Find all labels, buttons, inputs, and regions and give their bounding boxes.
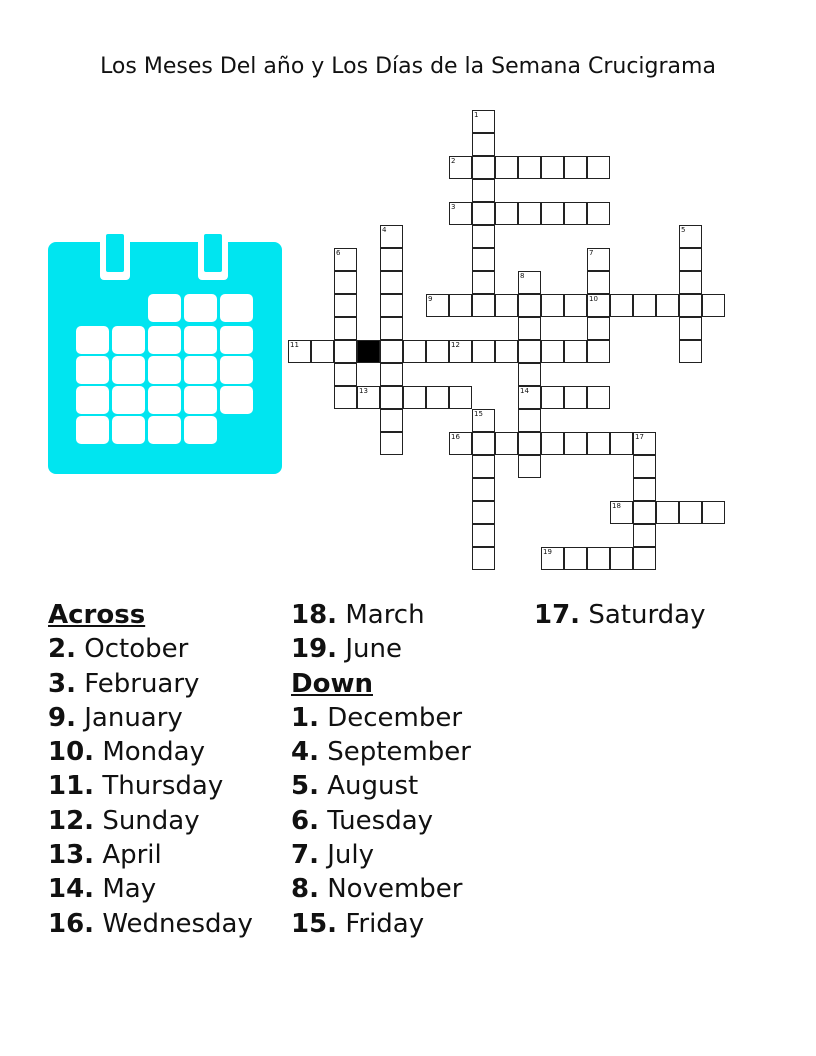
clue-number-label: 6	[336, 249, 341, 257]
crossword-cell[interactable]	[472, 179, 495, 202]
crossword-cell[interactable]	[334, 294, 357, 317]
clue-number-label: 10	[589, 295, 598, 303]
clue-number-label: 4	[382, 226, 387, 234]
crossword-cell[interactable]	[564, 386, 587, 409]
across-heading: Across	[48, 600, 146, 630]
clue-across-14: 14. May	[48, 874, 157, 905]
clue-down-1: 1. December	[291, 702, 463, 733]
clue-column-2	[291, 598, 471, 941]
crossword-cell[interactable]	[633, 524, 656, 547]
clue-column-3	[534, 598, 706, 632]
clue-number-label: 19	[543, 548, 552, 556]
clue-number-label: 17	[635, 433, 644, 441]
crossword-cell[interactable]	[334, 363, 357, 386]
clue-number-label: 3	[451, 203, 456, 211]
crossword-cell[interactable]	[587, 271, 610, 294]
crossword-cell[interactable]	[518, 202, 541, 225]
crossword-cell[interactable]	[449, 294, 472, 317]
crossword-cell[interactable]	[334, 271, 357, 294]
clue-down-17: 17. Saturday	[534, 600, 706, 630]
clue-down-7: 7. July	[291, 840, 374, 871]
crossword-cell[interactable]	[380, 340, 403, 363]
clue-number-label: 18	[612, 502, 621, 510]
crossword-cell[interactable]	[472, 156, 495, 179]
crossword-cell[interactable]	[518, 455, 541, 478]
crossword-cell[interactable]	[564, 432, 587, 455]
crossword-cell[interactable]	[472, 524, 495, 547]
clue-number-label: 11	[290, 341, 299, 349]
clue-number-label: 12	[451, 341, 460, 349]
crossword-cell[interactable]	[610, 547, 633, 570]
crossword-cell[interactable]	[518, 294, 541, 317]
crossword-cell[interactable]	[334, 340, 357, 363]
crossword-cell[interactable]	[564, 340, 587, 363]
crossword-cell[interactable]	[380, 363, 403, 386]
crossword-cell[interactable]	[587, 202, 610, 225]
crossword-cell[interactable]	[679, 340, 702, 363]
crossword-cell[interactable]	[541, 294, 564, 317]
crossword-cell[interactable]	[633, 478, 656, 501]
crossword-black-cell	[357, 340, 380, 363]
crossword-cell[interactable]	[495, 340, 518, 363]
crossword-cell[interactable]	[679, 501, 702, 524]
crossword-cell[interactable]	[564, 202, 587, 225]
crossword-cell[interactable]	[311, 340, 334, 363]
crossword-cell[interactable]	[380, 294, 403, 317]
crossword-cell[interactable]	[679, 317, 702, 340]
crossword-cell[interactable]	[472, 294, 495, 317]
clue-number-label: 8	[520, 272, 525, 280]
clue-across-9: 9. January	[48, 702, 183, 733]
crossword-cell[interactable]	[426, 340, 449, 363]
crossword-cell[interactable]	[633, 294, 656, 317]
crossword-cell[interactable]	[610, 294, 633, 317]
crossword-cell[interactable]	[426, 386, 449, 409]
crossword-cell[interactable]	[472, 547, 495, 570]
crossword-cell[interactable]	[472, 133, 495, 156]
clue-number-label: 15	[474, 410, 483, 418]
clue-across-11: 11. Thursday	[48, 771, 224, 802]
crossword-cell[interactable]	[679, 271, 702, 294]
crossword-cell[interactable]	[380, 271, 403, 294]
crossword-cell[interactable]	[380, 409, 403, 432]
clue-down-8: 8. November	[291, 874, 463, 905]
crossword-cell[interactable]	[633, 501, 656, 524]
crossword-cell[interactable]	[472, 478, 495, 501]
clue-across-19: 19. June	[291, 634, 402, 665]
crossword-cell[interactable]	[656, 294, 679, 317]
crossword-cell[interactable]	[380, 386, 403, 409]
crossword-cell[interactable]	[587, 317, 610, 340]
clue-number-label: 14	[520, 387, 529, 395]
clue-column-1	[48, 598, 253, 941]
crossword-cell[interactable]	[541, 432, 564, 455]
crossword-cell[interactable]	[541, 202, 564, 225]
crossword-cell[interactable]	[334, 386, 357, 409]
clue-down-4: 4. September	[291, 737, 471, 768]
crossword-cell[interactable]	[518, 340, 541, 363]
crossword-cell[interactable]	[541, 340, 564, 363]
crossword-cell[interactable]	[587, 432, 610, 455]
crossword-cell[interactable]	[472, 432, 495, 455]
crossword-cell[interactable]	[702, 294, 725, 317]
crossword-cell[interactable]	[518, 432, 541, 455]
clue-number-label: 7	[589, 249, 594, 257]
crossword-cell[interactable]	[564, 547, 587, 570]
crossword-cell[interactable]	[587, 156, 610, 179]
crossword-cell[interactable]	[541, 156, 564, 179]
crossword-cell[interactable]	[518, 363, 541, 386]
crossword-cell[interactable]	[518, 156, 541, 179]
clue-number-label: 13	[359, 387, 368, 395]
crossword-cell[interactable]	[518, 317, 541, 340]
clue-across-18: 18. March	[291, 600, 425, 630]
crossword-cell[interactable]	[472, 455, 495, 478]
clue-down-5: 5. August	[291, 771, 419, 802]
crossword-cell[interactable]	[495, 156, 518, 179]
crossword-cell[interactable]	[610, 432, 633, 455]
crossword-cell[interactable]	[495, 294, 518, 317]
crossword-cell[interactable]	[380, 248, 403, 271]
clue-across-10: 10. Monday	[48, 737, 205, 768]
crossword-cell[interactable]	[541, 386, 564, 409]
clue-across-16: 16. Wednesday	[48, 908, 253, 939]
crossword-cell[interactable]	[472, 248, 495, 271]
crossword-cell[interactable]	[587, 547, 610, 570]
crossword-cell[interactable]	[679, 248, 702, 271]
crossword-cell[interactable]	[587, 386, 610, 409]
clue-across-2: 2. October	[48, 634, 189, 665]
page-title: Los Meses Del año y Los Días de la Semana Crucigrama	[100, 54, 716, 79]
crossword-cell[interactable]	[403, 340, 426, 363]
clue-across-12: 12. Sunday	[48, 805, 200, 836]
clue-across-13: 13. April	[48, 840, 162, 871]
crossword-cell[interactable]	[403, 386, 426, 409]
clue-across-3: 3. February	[48, 668, 200, 699]
clue-number-label: 16	[451, 433, 460, 441]
clue-number-label: 2	[451, 157, 456, 165]
clue-down-15: 15. Friday	[291, 908, 425, 939]
down-heading: Down	[291, 668, 373, 699]
crossword-cell[interactable]	[380, 317, 403, 340]
clue-number-label: 9	[428, 295, 433, 303]
clue-number-label: 5	[681, 226, 686, 234]
crossword-cell[interactable]	[449, 386, 472, 409]
crossword-cell[interactable]	[656, 501, 679, 524]
crossword-cell[interactable]	[472, 340, 495, 363]
crossword-cell[interactable]	[495, 432, 518, 455]
crossword-cell[interactable]	[334, 317, 357, 340]
crossword-cell[interactable]	[702, 501, 725, 524]
crossword-cell[interactable]	[472, 271, 495, 294]
crossword-cell[interactable]	[380, 432, 403, 455]
crossword-cell[interactable]	[518, 409, 541, 432]
crossword-cell[interactable]	[633, 455, 656, 478]
crossword-cell[interactable]	[564, 294, 587, 317]
crossword-cell[interactable]	[587, 340, 610, 363]
crossword-cell[interactable]	[679, 294, 702, 317]
crossword-cell[interactable]	[633, 547, 656, 570]
crossword-cell[interactable]	[495, 202, 518, 225]
clue-number-label: 1	[474, 111, 479, 119]
crossword-cell[interactable]	[564, 156, 587, 179]
crossword-cell[interactable]	[472, 225, 495, 248]
crossword-cell[interactable]	[472, 202, 495, 225]
crossword-cell[interactable]	[472, 501, 495, 524]
clue-down-6: 6. Tuesday	[291, 805, 434, 836]
